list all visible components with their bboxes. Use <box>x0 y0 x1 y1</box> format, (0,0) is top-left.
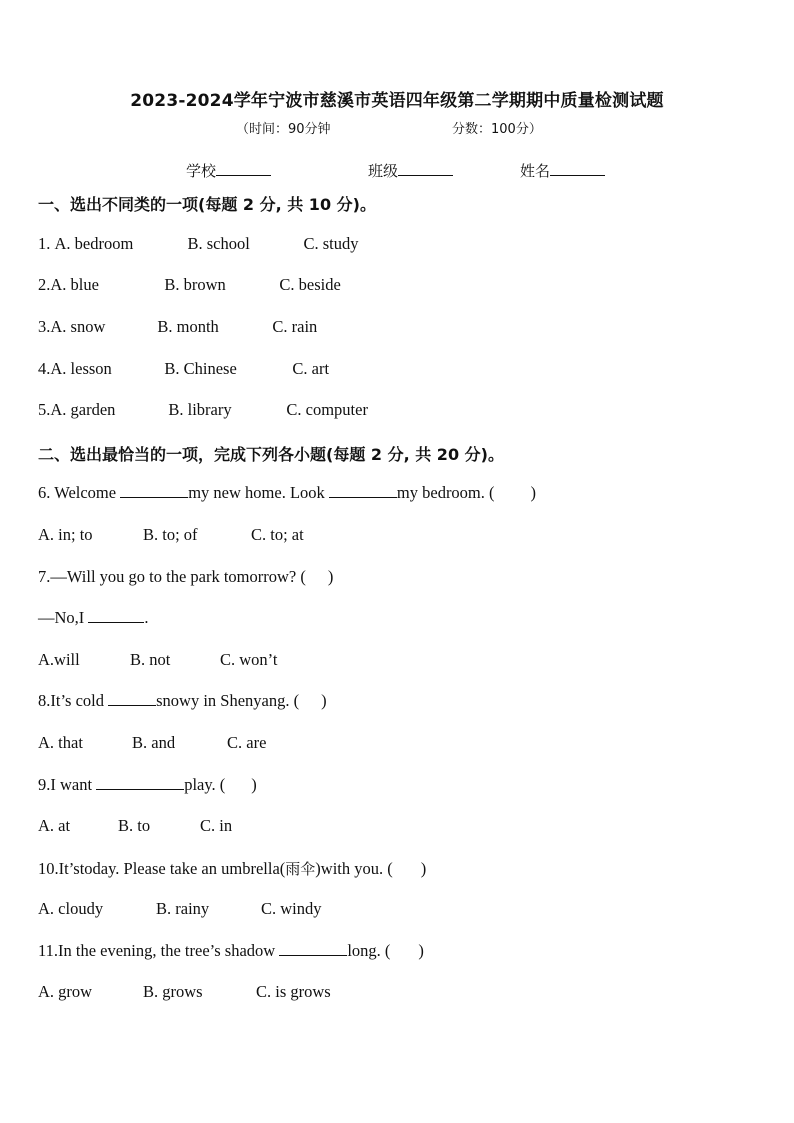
option-b: B. grows <box>143 982 203 1001</box>
option-c: C. study <box>303 234 359 253</box>
answer-blank[interactable] <box>88 610 144 623</box>
option-c: C. to; at <box>251 525 304 544</box>
question-3 <box>38 317 317 337</box>
option-c: C. computer <box>286 400 368 419</box>
option-a: A. cloudy <box>38 899 104 918</box>
school-blank[interactable] <box>216 161 271 176</box>
option-c: C. in <box>200 816 233 835</box>
question-text: —No,I <box>38 608 89 627</box>
question-6 <box>38 483 536 503</box>
answer-blank[interactable] <box>108 693 156 706</box>
option-b: B. not <box>130 650 171 669</box>
option-c: C. are <box>227 733 267 752</box>
question-10-options <box>38 899 322 919</box>
question-text: my bedroom. ( <box>396 483 495 502</box>
question-7 <box>38 567 333 587</box>
question-text: )with you. ( <box>315 859 393 878</box>
question-text: 7.—Will you go to the park tomorrow? ( <box>38 567 306 586</box>
option-b: B. to <box>118 816 151 835</box>
answer-blank[interactable] <box>120 485 188 498</box>
question-text: long. ( <box>347 941 391 960</box>
question-text: . <box>144 608 149 627</box>
question-2 <box>38 275 341 295</box>
option-c: C. beside <box>279 275 341 294</box>
option-a: A. that <box>38 733 83 752</box>
question-11 <box>38 941 424 961</box>
question-number: 3. <box>38 317 51 336</box>
question-11-options <box>38 982 331 1002</box>
page-title: 2023-2024学年宁波市慈溪市英语四年级第二学期期中质量检测试题 <box>130 91 664 111</box>
question-text: ) <box>251 775 257 794</box>
question-text: ) <box>418 941 424 960</box>
option-b: B. library <box>168 400 232 419</box>
question-text: snowy in Shenyang. ( <box>156 691 300 710</box>
question-number: 2. <box>38 275 51 294</box>
option-b: B. and <box>132 733 176 752</box>
question-4 <box>38 359 329 379</box>
option-a: A.will <box>38 650 80 669</box>
exam-time: （时间：90分钟 <box>236 122 331 137</box>
option-b: B. school <box>187 234 250 253</box>
option-b: B. month <box>157 317 219 336</box>
exam-score: 分数：100分） <box>452 122 542 137</box>
option-a: A. at <box>38 816 71 835</box>
option-a: A. lesson <box>50 359 112 378</box>
section-1-heading: 一、选出不同类的一项(每题 2 分, 共 10 分)。 <box>38 195 376 214</box>
section-2-heading: 二、选出最恰当的一项，完成下列各小题(每题 2 分, 共 20 分)。 <box>38 445 504 464</box>
class-blank[interactable] <box>398 161 453 176</box>
school-field <box>186 160 271 181</box>
option-a: A. bedroom <box>54 234 134 253</box>
option-c: C. is grows <box>256 982 331 1001</box>
question-9-options <box>38 816 232 836</box>
answer-blank[interactable] <box>96 777 184 790</box>
question-text: 8.It’s cold <box>38 691 109 710</box>
question-1 <box>38 234 359 254</box>
question-7-answer <box>38 608 149 628</box>
question-number: 5. <box>38 400 51 419</box>
option-a: A. grow <box>38 982 93 1001</box>
question-9 <box>38 775 257 795</box>
question-text: 11.In the evening, the tree’s shadow <box>38 941 280 960</box>
question-7-options <box>38 650 277 670</box>
question-text: ) <box>321 691 327 710</box>
school-label: 学校 <box>186 162 217 180</box>
question-text: 9.I want <box>38 775 97 794</box>
answer-blank[interactable] <box>329 485 397 498</box>
question-text: ) <box>420 859 427 878</box>
question-8-options <box>38 733 266 753</box>
option-c: C. rain <box>272 317 318 336</box>
question-text: ) <box>530 483 537 502</box>
option-b: B. rainy <box>156 899 210 918</box>
option-c: C. art <box>292 359 330 378</box>
question-text: 雨伞 <box>285 860 316 878</box>
question-6-options <box>38 525 304 545</box>
option-b: B. brown <box>164 275 226 294</box>
option-b: B. to; of <box>143 525 198 544</box>
question-5 <box>38 400 368 420</box>
question-number: 4. <box>38 359 51 378</box>
option-a: A. snow <box>50 317 106 336</box>
option-a: A. garden <box>50 400 116 419</box>
question-text: 6. Welcome <box>38 483 121 502</box>
name-field <box>520 160 605 181</box>
option-a: A. blue <box>50 275 99 294</box>
question-text: ) <box>327 567 334 586</box>
option-c: C. windy <box>261 899 322 918</box>
question-text: my new home. Look <box>188 483 329 502</box>
option-b: B. Chinese <box>164 359 237 378</box>
name-label: 姓名 <box>520 162 551 180</box>
answer-blank[interactable] <box>279 943 347 956</box>
question-8 <box>38 691 327 711</box>
class-field <box>368 160 453 181</box>
class-label: 班级 <box>368 162 399 180</box>
name-blank[interactable] <box>550 161 605 176</box>
question-number: 1. <box>38 234 55 253</box>
question-text: 10.It’stoday. Please take an umbrella( <box>38 859 286 878</box>
option-c: C. won’t <box>220 650 278 669</box>
question-text: play. ( <box>184 775 226 794</box>
option-a: A. in; to <box>38 525 93 544</box>
question-10 <box>38 858 426 879</box>
